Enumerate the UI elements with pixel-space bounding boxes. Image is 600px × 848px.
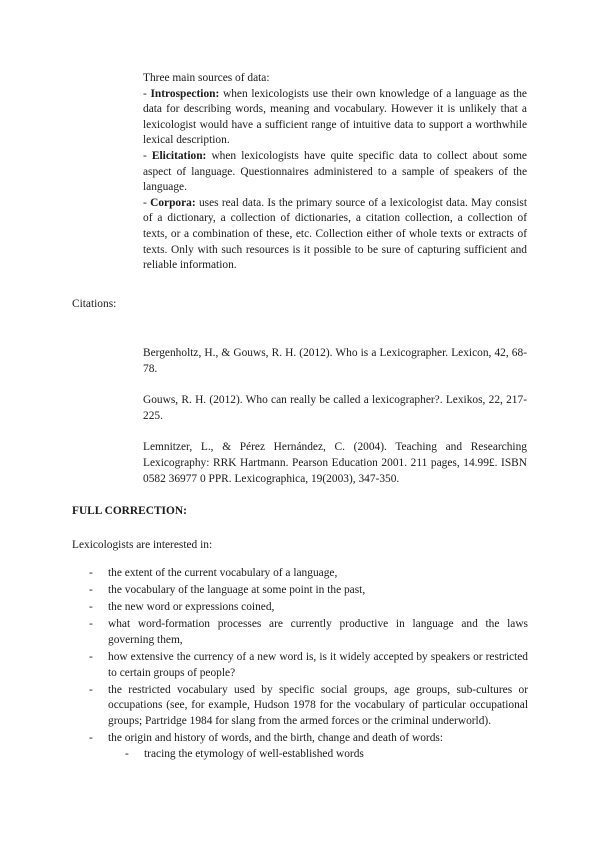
list-item bbox=[72, 583, 528, 599]
source-item-corpora bbox=[143, 196, 527, 274]
citations-label: Citations: bbox=[72, 298, 117, 310]
sub-list-item bbox=[108, 747, 528, 763]
item-prefix: - bbox=[143, 196, 151, 209]
dash-bullet: - bbox=[125, 747, 129, 760]
source-item-introspection bbox=[143, 87, 527, 149]
list-item-text: the new word or expressions coined, bbox=[108, 601, 275, 614]
source-item-elicitation bbox=[143, 149, 527, 196]
interests-list bbox=[72, 566, 528, 764]
reference-list bbox=[143, 346, 527, 503]
dash-bullet: - bbox=[89, 618, 93, 631]
data-sources-heading: Three main sources of data: bbox=[143, 72, 270, 84]
list-item bbox=[72, 683, 528, 730]
data-sources-section bbox=[143, 71, 527, 274]
source-description: uses real data. Is the primary source of a lexicologist data. May consist of a dictionary, a collection of dictionaries, a citation collection, a collection of texts, or a combination of these, etc. Collection either of whole texts or extracts of texts. Only with such resources is it possible to be sure of capturing sufficient and reliable information. bbox=[143, 196, 527, 272]
dash-bullet: - bbox=[89, 584, 93, 597]
dash-bullet: - bbox=[89, 601, 93, 614]
source-description: when lexicologists use their own knowledge of a language as the data for describing words, meaning and vocabulary. However it is unlikely that a lexicologist would have a sufficient range of intuitive data to support a worthwhile lexical description. bbox=[143, 87, 527, 147]
list-item-text: the restricted vocabulary used by specific social groups, age groups, sub-cultures or occupations (see, for example, Hudson 1978 for the vocabulary of particular occupational groups; Partridge 1984 for slang from the armed forces or the criminal underworld). bbox=[108, 683, 528, 727]
list-item-text: the origin and history of words, and the birth, change and death of words: bbox=[108, 731, 443, 744]
source-term: Elicitation: bbox=[151, 149, 207, 162]
source-term: Introspection: bbox=[150, 87, 220, 100]
list-item-text: the vocabulary of the language at some point in the past, bbox=[108, 584, 366, 597]
list-item-text: the extent of the current vocabulary of a language, bbox=[108, 567, 338, 579]
source-term: Corpora: bbox=[150, 196, 196, 209]
sub-list bbox=[108, 747, 528, 763]
list-item bbox=[72, 617, 528, 648]
sub-list-item-text: tracing the etymology of well-established words bbox=[144, 747, 364, 760]
reference-item: Lemnitzer, L., & Pérez Hernández, C. (2004). Teaching and Researching Lexicography: RRK Hartmann. Pearson Education 2001. 211 pages, 14.99£. ISBN 0582 36977 0 PPR. Lexicographica, 19(2003), 347-350. bbox=[143, 441, 527, 485]
dash-bullet: - bbox=[89, 650, 93, 663]
dash-bullet: - bbox=[89, 567, 93, 579]
source-description: when lexicologists have quite specific data to collect about some aspect of language. Questionnaires administered to a sample of speakers of the language. bbox=[143, 149, 527, 194]
list-item bbox=[72, 600, 528, 616]
dash-bullet: - bbox=[89, 731, 93, 744]
list-item-text: what word-formation processes are currently productive in language and the laws governing them, bbox=[108, 618, 528, 646]
list-item-text: how extensive the currency of a new word is, is it widely accepted by speakers or restricted to certain groups of people? bbox=[108, 650, 528, 679]
dash-bullet: - bbox=[89, 683, 93, 696]
list-item bbox=[72, 650, 528, 681]
item-prefix: - bbox=[143, 149, 152, 162]
reference-item: Bergenholtz, H., & Gouws, R. H. (2012). Who is a Lexicographer. Lexicon, 42, 68-78. bbox=[143, 347, 527, 375]
list-item bbox=[72, 731, 528, 762]
reference-item: Gouws, R. H. (2012). Who can really be called a lexicographer?. Lexikos, 22, 217-225. bbox=[143, 394, 527, 422]
list-item bbox=[72, 566, 528, 582]
item-prefix: - bbox=[143, 87, 151, 100]
full-correction-heading: FULL CORRECTION: bbox=[72, 505, 187, 517]
lexicologists-intro: Lexicologists are interested in: bbox=[72, 539, 213, 551]
